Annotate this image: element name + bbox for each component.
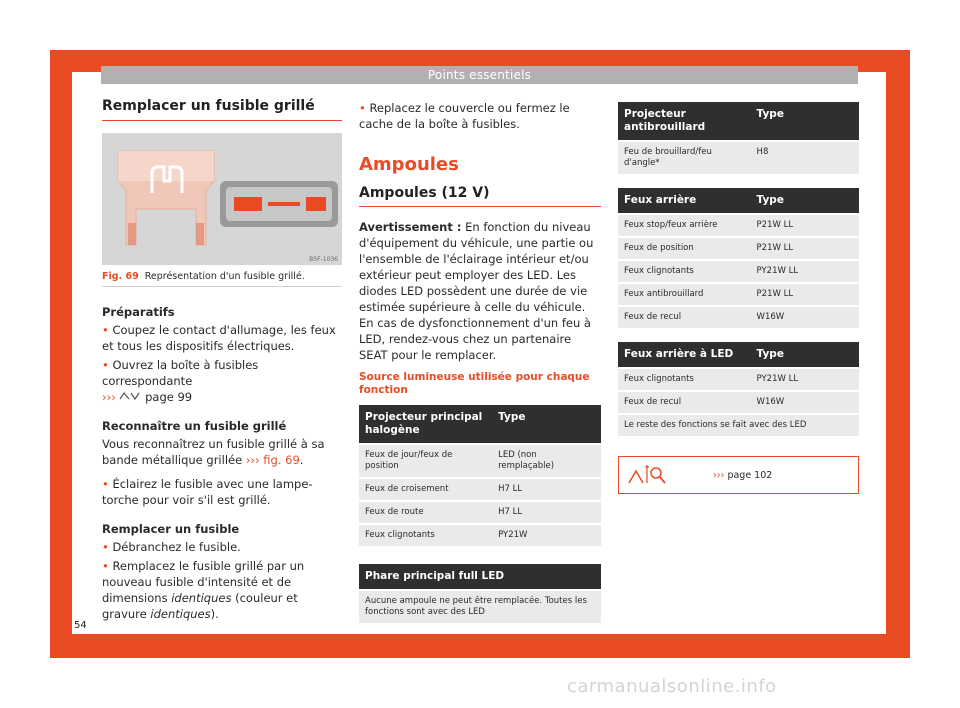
- table-cell: Feux clignotants: [359, 525, 492, 546]
- table-cell: PY21W LL: [751, 369, 859, 390]
- table-header: Projecteur principal halogène: [359, 405, 492, 443]
- bullet-text: ).: [210, 607, 219, 621]
- warning-text: En fonction du niveau d'équipement du véhicule, une partie ou l'ensemble de l'éclairage intérieur et/ou extérieur peut employer des LED. Les diodes LED possèdent une durée de vie estimée supérieure à celle du véhicule. En cas de dysfonctionnement d'un feu à LED, rendez-vous chez un partenaire SEAT pour le remplacer.: [359, 220, 594, 362]
- table-cell: PY21W LL: [751, 261, 859, 282]
- table-header: Feux arrière: [618, 188, 751, 213]
- table-row: [618, 415, 859, 436]
- table-cell: Feux clignotants: [618, 261, 751, 282]
- bulbs-title: Ampoules: [359, 154, 459, 175]
- halogen-table: [359, 403, 601, 548]
- table-cell: Feux de recul: [618, 307, 751, 328]
- table-header-row: [618, 342, 859, 367]
- table-row: [618, 142, 859, 174]
- table-row: [618, 238, 859, 259]
- figure-number: Fig. 69: [102, 271, 139, 282]
- column-left: [102, 92, 342, 622]
- table-row: [359, 502, 601, 523]
- warning-label: Avertissement :: [359, 220, 462, 234]
- figure-caption: [102, 271, 342, 287]
- bullet-item: [102, 558, 342, 622]
- table-cell: LED (non remplaçable): [492, 445, 601, 477]
- table-header: Type: [751, 342, 859, 367]
- bullet-dot: •: [102, 323, 113, 337]
- section-title: Remplacer un fusible grillé: [102, 98, 342, 121]
- table-row: [618, 284, 859, 305]
- figure-link[interactable]: fig. 69: [263, 453, 300, 467]
- table-header-row: [618, 102, 859, 140]
- source-heading: Source lumineuse utilisée pour chaque fonction: [359, 371, 590, 396]
- page-ref-link[interactable]: page 99: [145, 390, 193, 404]
- prep-heading: Préparatifs: [102, 305, 175, 319]
- page-ref-link[interactable]: page 102: [727, 470, 773, 481]
- page-number: 54: [74, 620, 87, 631]
- rear-lights-table: [618, 186, 859, 330]
- bullet-item: [102, 539, 342, 555]
- bullet-item: [102, 357, 342, 405]
- table-cell: Feux de position: [618, 238, 751, 259]
- table-row: [359, 445, 601, 477]
- manual-reference-icon: [627, 463, 667, 487]
- bullet-text: Remplacez le fusible grillé par un nouveau fusible d'intensité et de dimensions: [102, 559, 305, 605]
- table-row: [618, 261, 859, 282]
- table-cell: P21W LL: [751, 284, 859, 305]
- table-cell: W16W: [751, 307, 859, 328]
- table-cell: Feux de route: [359, 502, 492, 523]
- recog-heading: Reconnaître un fusible grillé: [102, 419, 287, 433]
- bullet-text: Replacez le couvercle ou fermez le cache de la boîte à fusibles.: [359, 101, 570, 131]
- table-header: Phare principal full LED: [359, 564, 601, 589]
- bullet-text: Ouvrez la boîte à fusibles correspondante: [102, 358, 259, 388]
- watermark: carmanualsonline.info: [567, 676, 777, 697]
- bullet-item: [102, 476, 342, 508]
- table-header: Type: [751, 102, 859, 140]
- table-cell: P21W LL: [751, 215, 859, 236]
- table-cell: H7 LL: [492, 479, 601, 500]
- table-row: [618, 215, 859, 236]
- warning-paragraph: [359, 219, 601, 363]
- table-cell: Feux clignotants: [618, 369, 751, 390]
- full-led-table: [359, 562, 601, 625]
- figure-code: B5F-1036: [309, 256, 338, 263]
- table-header-row: [618, 188, 859, 213]
- bullet-text: Débranchez le fusible.: [112, 540, 241, 554]
- table-cell: Feux de jour/feux de position: [359, 445, 492, 477]
- bullet-dot: •: [102, 540, 113, 554]
- table-header: Type: [492, 405, 601, 443]
- recog-text: Vous reconnaîtrez un fusible grillé à sa bande métallique grillée: [102, 437, 325, 467]
- table-row: [618, 307, 859, 328]
- bullet-item: [102, 322, 342, 354]
- table-cell: Feux stop/feux arrière: [618, 215, 751, 236]
- table-row: [359, 525, 601, 546]
- table-cell: Feux antibrouillard: [618, 284, 751, 305]
- table-header: Feux arrière à LED: [618, 342, 751, 367]
- table-cell: W16W: [751, 392, 859, 413]
- table-row: [359, 479, 601, 500]
- rear-led-table: [618, 340, 859, 438]
- table-cell: PY21W: [492, 525, 601, 546]
- bullet-dot: •: [102, 358, 113, 372]
- ref-arrow: ›››: [245, 453, 260, 467]
- table-row: [359, 591, 601, 623]
- table-header-row: [359, 564, 601, 589]
- table-row: [618, 369, 859, 390]
- table-cell: Le reste des fonctions se fait avec des LED: [618, 415, 859, 436]
- reference-text: [713, 470, 772, 481]
- bullet-dot: •: [102, 559, 113, 573]
- table-header: Projecteur antibrouillard: [618, 102, 751, 140]
- bullet-dot: •: [359, 101, 370, 115]
- table-cell: Aucune ampoule ne peut être remplacée. Toutes les fonctions sont avec des LED: [359, 591, 601, 623]
- table-cell: H7 LL: [492, 502, 601, 523]
- table-cell: Feux de recul: [618, 392, 751, 413]
- table-header: Type: [751, 188, 859, 213]
- bullet-dot: •: [102, 477, 113, 491]
- manual-icon: [119, 391, 141, 401]
- ref-arrow: ›››: [102, 390, 116, 404]
- table-cell: Feux de croisement: [359, 479, 492, 500]
- fuse-figure: [102, 133, 342, 265]
- figure-caption-text: Représentation d'un fusible grillé.: [144, 271, 305, 282]
- bulbs-subtitle: Ampoules (12 V): [359, 185, 601, 207]
- column-middle: [359, 96, 601, 625]
- table-header-row: [359, 405, 601, 443]
- reference-box: [618, 456, 859, 494]
- bullet-text: (couleur et gravure: [102, 591, 298, 621]
- bullet-text: Coupez le contact d'allumage, les feux et tous les dispositifs électriques.: [102, 323, 336, 353]
- ref-arrow: ›››: [713, 470, 725, 481]
- bullet-text: Éclairez le fusible avec une lampe-torche pour voir s'il est grillé.: [102, 477, 313, 507]
- replace-heading: Remplacer un fusible: [102, 522, 240, 536]
- table-cell: P21W LL: [751, 238, 859, 259]
- emphasis-text: identiques: [171, 591, 232, 605]
- bullet-item: [359, 100, 601, 132]
- column-right: [618, 100, 859, 494]
- fuse-illustration: [102, 133, 342, 265]
- page-header: Points essentiels: [101, 66, 858, 84]
- table-cell: Feu de brouillard/feu d'angle*: [618, 142, 751, 174]
- emphasis-text: identiques: [150, 607, 211, 621]
- table-cell: H8: [751, 142, 859, 174]
- recog-paragraph: Vous reconnaîtrez un fusible grillé à sa bande métallique grillée ››› fig. 69.: [102, 437, 325, 467]
- table-row: [618, 392, 859, 413]
- fog-table: [618, 100, 859, 176]
